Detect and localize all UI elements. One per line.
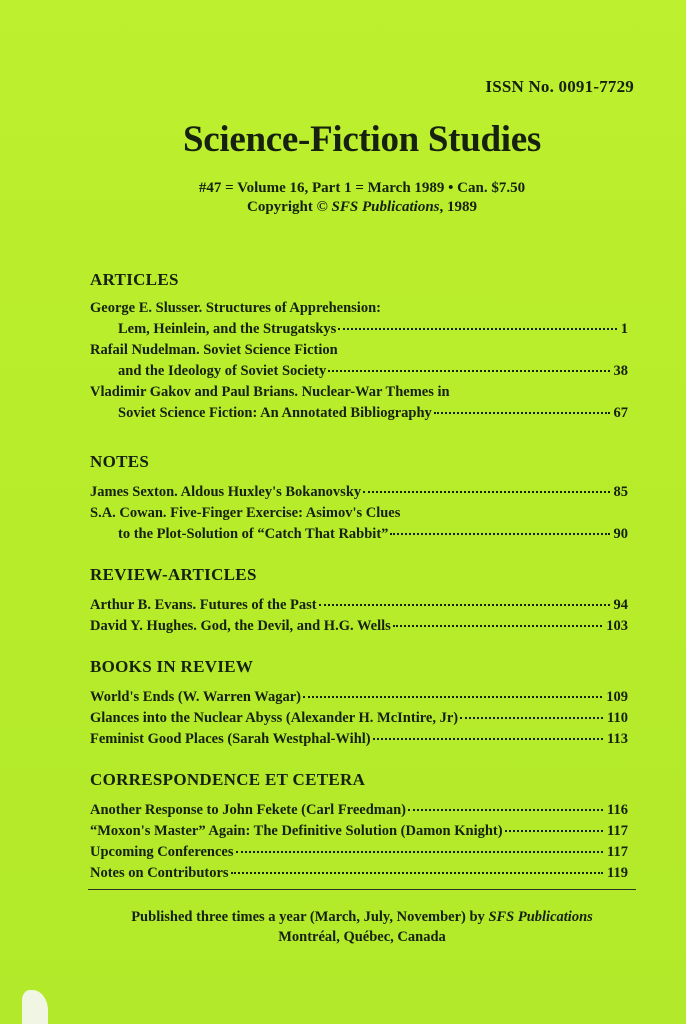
- page-number: 116: [607, 802, 628, 818]
- section-heading: BOOKS IN REVIEW: [90, 657, 254, 676]
- entry-title: Vladimir Gakov and Paul Brians. Nuclear-War Themes in: [90, 384, 450, 400]
- page-number: 67: [613, 405, 628, 421]
- entry-title: World's Ends (W. Warren Wagar): [90, 689, 301, 705]
- toc-entry: [90, 340, 628, 361]
- dot-leader: [390, 533, 609, 535]
- publisher-name: SFS Publications: [488, 909, 593, 925]
- page-number: 110: [607, 710, 628, 726]
- dot-leader: [373, 738, 603, 740]
- page-number: 103: [606, 618, 628, 634]
- entry-title: Soviet Science Fiction: An Annotated Bibliography: [118, 405, 432, 421]
- entry-title: to the Plot-Solution of “Catch That Rabbit”: [118, 526, 389, 542]
- toc-entry: [90, 863, 628, 884]
- entry-title: David Y. Hughes. God, the Devil, and H.G. Wells: [90, 618, 391, 634]
- entry-title: George E. Slusser. Structures of Apprehension:: [90, 300, 381, 316]
- toc-entry: [90, 687, 628, 708]
- page-number: 117: [607, 823, 628, 839]
- entry-title: Upcoming Conferences: [90, 844, 234, 860]
- toc-entry: [90, 595, 628, 616]
- toc-entry-continuation: [90, 319, 628, 340]
- dot-leader: [460, 717, 603, 719]
- section-review-articles: [90, 563, 628, 637]
- section-heading: CORRESPONDENCE ET CETERA: [90, 770, 366, 789]
- section-heading: NOTES: [90, 452, 150, 471]
- section-articles: [90, 268, 628, 424]
- toc-entry: [90, 842, 628, 863]
- toc-entry-continuation: [90, 403, 628, 424]
- section-notes: [90, 450, 628, 545]
- torn-corner: [22, 990, 48, 1024]
- toc-entry: [90, 298, 628, 319]
- copyright-year: , 1989: [439, 199, 477, 215]
- entry-title: Lem, Heinlein, and the Strugatskys: [118, 321, 337, 337]
- dot-leader: [505, 830, 603, 832]
- copyright-publisher: SFS Publications: [331, 199, 440, 215]
- entry-title: Notes on Contributors: [90, 865, 229, 881]
- toc-entry: [90, 729, 628, 750]
- section-correspondence: [90, 768, 628, 884]
- issue-info: #47 = Volume 16, Part 1 = March 1989 • Can. $7.50: [198, 180, 526, 196]
- toc-entry: [90, 382, 628, 403]
- copyright-prefix: Copyright ©: [247, 199, 332, 215]
- page-number: 38: [613, 363, 628, 379]
- page-number: 113: [607, 731, 628, 747]
- entry-title: “Moxon's Master” Again: The Definitive Solution (Damon Knight): [90, 823, 503, 839]
- section-books-in-review: [90, 655, 628, 750]
- dot-leader: [393, 625, 602, 627]
- entry-title: James Sexton. Aldous Huxley's Bokanovsky: [90, 484, 362, 500]
- dot-leader: [319, 604, 610, 606]
- entry-title: Another Response to John Fekete (Carl Freedman): [90, 802, 407, 818]
- entry-title: and the Ideology of Soviet Society: [118, 363, 327, 379]
- toc-entry: [90, 821, 628, 842]
- dot-leader: [434, 412, 610, 414]
- page-number: 117: [607, 844, 628, 860]
- issn-number: ISSN No. 0091-7729: [485, 77, 634, 96]
- publication-frequency: [0, 909, 686, 926]
- toc-entry: [90, 503, 628, 524]
- journal-title: Science-Fiction Studies: [183, 119, 541, 160]
- divider-rule: [88, 889, 636, 890]
- dot-leader: [363, 491, 609, 493]
- dot-leader: [328, 370, 609, 372]
- publisher-location: Montréal, Québec, Canada: [278, 929, 446, 945]
- section-heading: ARTICLES: [90, 270, 179, 289]
- toc-entry: [90, 482, 628, 503]
- toc-entry: [90, 708, 628, 729]
- dot-leader: [231, 872, 603, 874]
- entry-title: Feminist Good Places (Sarah Westphal-Wihl): [90, 731, 371, 747]
- table-of-contents: [90, 268, 628, 884]
- publication-text: Published three times a year (March, July, November) by: [131, 909, 489, 925]
- entry-title: Rafail Nudelman. Soviet Science Fiction: [90, 342, 338, 358]
- page-number: 94: [613, 597, 628, 613]
- page-number: 109: [606, 689, 628, 705]
- page-number: 1: [620, 321, 628, 337]
- page-number: 119: [607, 865, 628, 881]
- entry-title: Arthur B. Evans. Futures of the Past: [90, 597, 317, 613]
- page-number: 85: [613, 484, 628, 500]
- page-number: 90: [613, 526, 628, 542]
- copyright-line: [0, 199, 686, 216]
- toc-entry: [90, 616, 628, 637]
- dot-leader: [236, 851, 604, 853]
- entry-title: Glances into the Nuclear Abyss (Alexander H. McIntire, Jr): [90, 710, 459, 726]
- dot-leader: [303, 696, 602, 698]
- dot-leader: [338, 328, 616, 330]
- toc-entry-continuation: [90, 524, 628, 545]
- entry-title: S.A. Cowan. Five-Finger Exercise: Asimov's Clues: [90, 505, 401, 521]
- section-heading: REVIEW-ARTICLES: [90, 565, 257, 584]
- toc-entry: [90, 800, 628, 821]
- dot-leader: [408, 809, 603, 811]
- toc-entry-continuation: [90, 361, 628, 382]
